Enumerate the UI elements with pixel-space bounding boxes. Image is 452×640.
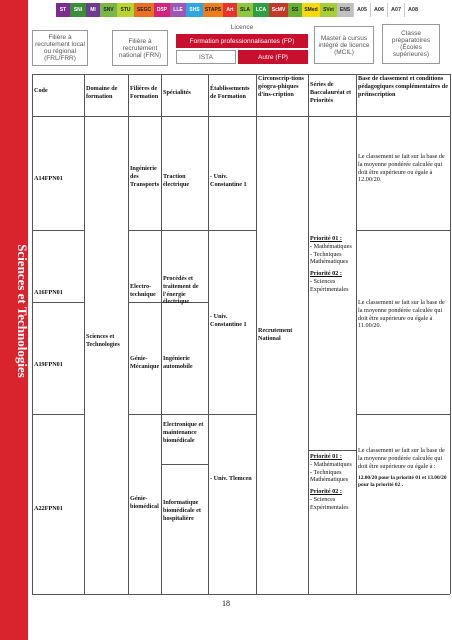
etab-tlemcen: - Univ. Tlemcen (210, 475, 252, 482)
tab-staps[interactable]: STAPS (203, 3, 223, 17)
col-code: Code (34, 87, 48, 94)
base-classement-mid: Le classement se fait sur la base de la moyenne pondérée calculée qui doit être supérieure ou égale à 11.00/20. (358, 299, 445, 330)
ista-box (176, 50, 236, 64)
page-number: 18 (222, 599, 230, 608)
mcil-label: Master à cursus intégré de licence (MCIL) (318, 34, 370, 56)
tab-st[interactable]: ST (56, 3, 70, 17)
frn-box (112, 30, 168, 66)
tab-smed[interactable]: SMed (302, 3, 320, 17)
specialite-procedes: Procédés et traitement de l'énergie électrique (163, 275, 199, 306)
recrutement-national: Recrutement National (258, 327, 293, 342)
col-specialites: Spécialités (163, 89, 191, 96)
col-series: Séries de Baccalauréat et Priorités (310, 81, 352, 104)
priorites-r4: Priorité 01 : - Mathématiques - Techniques Mathématiques Priorité 02 : - Sciences Expérimentales (310, 453, 352, 511)
tab-lca[interactable]: LCA (253, 3, 269, 17)
priorites-mid: Priorité 01 : - Mathématiques - Techniques Mathématiques Priorité 02 : - Sciences Expérimentales (310, 235, 352, 293)
code-a22fpn01: A22FPN01 (34, 505, 63, 512)
tab-segc[interactable]: SEGC (134, 3, 154, 17)
tab-sni[interactable]: SNI (70, 3, 86, 17)
tab-lle[interactable]: LLE (170, 3, 186, 17)
tab-art[interactable]: Art (223, 3, 237, 17)
tab-shs[interactable]: SHS (186, 3, 203, 17)
filiere-genie-mecanique: Génie-Mécanique (130, 355, 160, 370)
tab-svet[interactable]: SVet (320, 3, 337, 17)
base-classement-r1: Le classement se fait sur la base de la moyenne pondérée calculée qui doit être supérieure ou égale à 12.00/20. (358, 153, 445, 184)
tab-a06[interactable]: A06 (370, 3, 387, 17)
tab-mi[interactable]: MI (86, 3, 100, 17)
base-classement-r4: Le classement se fait sur la base de la moyenne pondérée calculée qui doit être supérieure ou égale à : 12.00/20 pour la priorité 01 et 13.00/20 pour la priorité 02 . (358, 447, 447, 488)
tab-scmv[interactable]: ScMV (269, 3, 288, 17)
col-etablissements: Établissements de Formation (210, 85, 250, 100)
filiere-electrotechnique: Electro-technique (130, 283, 156, 298)
specialite-informatique-biomed: Informatique biomédicale et hospitalière (163, 499, 201, 522)
col-filieres: Filières de Formation (130, 85, 159, 100)
sidebar-band (0, 0, 28, 640)
tab-dsp[interactable]: DSP (154, 3, 170, 17)
domain-tabs (56, 3, 421, 17)
filiere-genie-biomedical: Génie-biomédical (130, 495, 159, 510)
specialite-electronique-biomed: Electronique et maintenance biomédicale (163, 421, 204, 444)
specialite-automobile: Ingénierie automobile (163, 355, 193, 370)
tab-a08[interactable]: A08 (404, 3, 421, 17)
specialite-traction: Traction électrique (163, 173, 190, 188)
tab-a05[interactable]: A05 (353, 3, 370, 17)
code-a19fpn01: A19FPN01 (34, 361, 63, 368)
sidebar-title: Sciences et Technologies (15, 244, 30, 378)
tab-stu[interactable]: STU (117, 3, 134, 17)
frl-box (32, 30, 88, 66)
frl-label: Filière à recrutement local ou régional (FRL/FRR) (35, 34, 85, 62)
etab-constantine-mid: - Univ. Constantine 1 (210, 313, 247, 328)
tab-ens[interactable]: ENS (337, 3, 353, 17)
classe-prepa-label: Classe préparatoires (Écoles supérieures) (391, 30, 431, 58)
formation-table (32, 74, 450, 594)
domaine-sciences-tech: Sciences et Technologies (86, 333, 120, 348)
frn-label: Filière à recrutement national (FRN) (118, 37, 162, 59)
classe-prepa-box (382, 24, 440, 64)
col-domaine: Domaine de formation (86, 85, 118, 100)
code-a14fpn01: A14FPN01 (34, 175, 63, 182)
autre-fp-box: Autre (FP) (238, 50, 308, 64)
fp-banner: Formation professionnalisantes (FP) (176, 34, 308, 48)
tab-sla[interactable]: SLA (237, 3, 253, 17)
ista-label: ISTA (199, 53, 213, 61)
col-circonscriptions: Circonscrip-tions géogra-phiques d'ins-cription (258, 75, 304, 98)
tab-ss[interactable]: SS (288, 3, 302, 17)
filiere-transports: Ingénierie des Transports (130, 165, 160, 188)
mcil-box (314, 26, 374, 64)
etab-constantine-r1: - Univ. Constantine 1 (210, 173, 247, 188)
tab-a07[interactable]: A07 (387, 3, 404, 17)
code-a16fpn01: A16FPN01 (34, 289, 63, 296)
licence-label: Licence (230, 24, 254, 31)
col-base-classement: Base de classement et conditions pédagogiques complémentaires de préinscription (358, 75, 448, 98)
tab-snv[interactable]: SNV (100, 3, 117, 17)
